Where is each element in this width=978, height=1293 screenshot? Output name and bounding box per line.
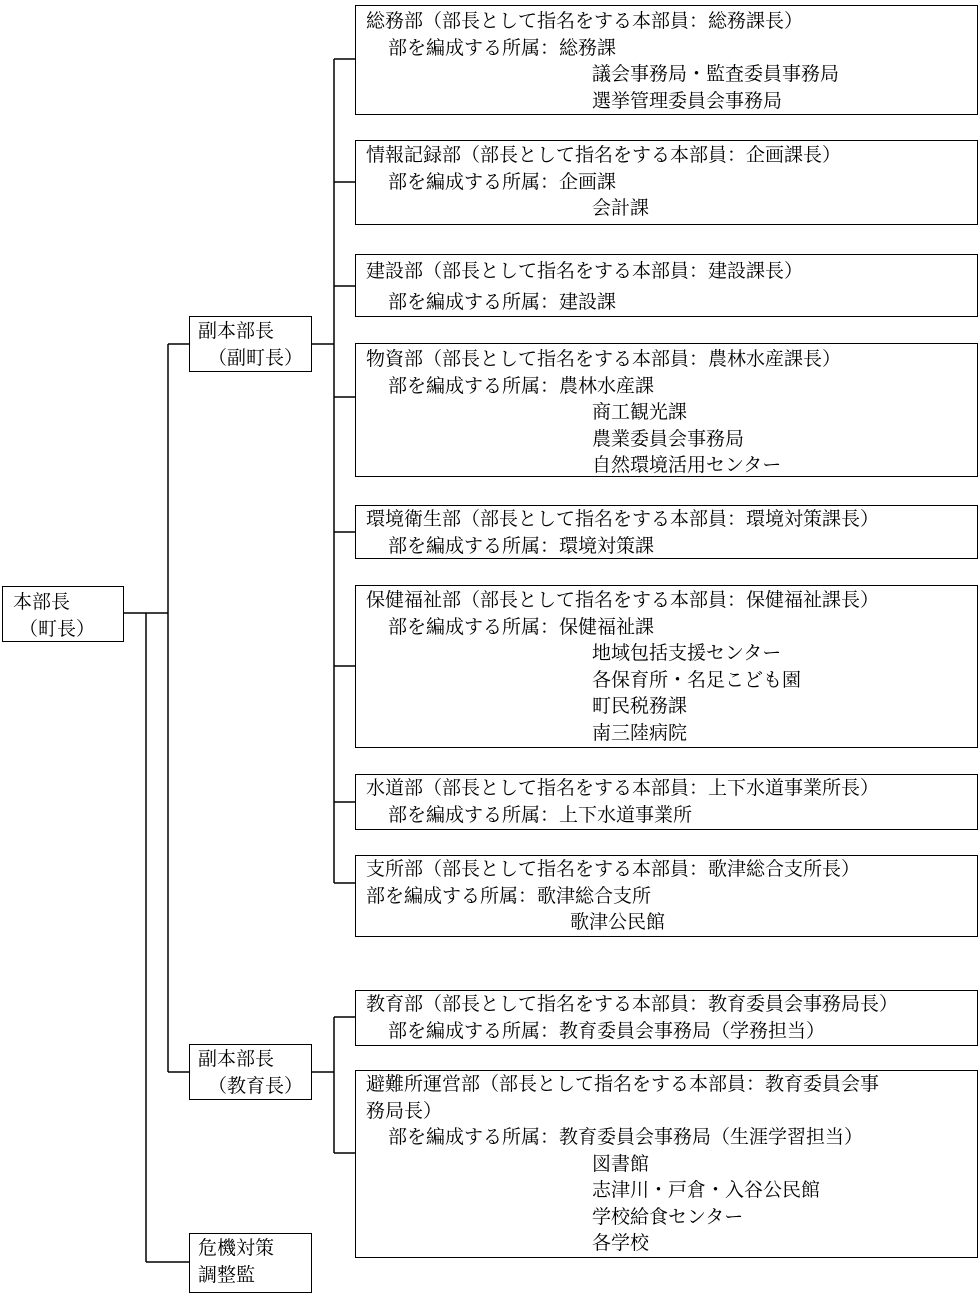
dept-hoken [355, 585, 978, 748]
dept-header: 物資部（部長として指名をする本部員：農林水産課長） [366, 348, 842, 370]
dept-kyouiku [355, 990, 978, 1046]
dept-member: 農業委員会事務局 [592, 427, 745, 450]
dept-member: 会計課 [592, 197, 650, 219]
dept-label: 部を編成する所属： [366, 884, 538, 907]
dept-member: 歌津公民館 [570, 911, 666, 933]
head-sub: （町長） [19, 617, 96, 640]
dept-member: 町民税務課 [592, 695, 688, 717]
crisis-line2: 調整監 [198, 1263, 256, 1286]
dept-label: 部を編成する所属： [388, 1019, 560, 1042]
dept-header-cont: 務局長） [366, 1099, 443, 1122]
dept-member: 商工観光課 [592, 401, 688, 423]
vice2-sub: （教育長） [208, 1074, 304, 1097]
dept-jouhou [355, 140, 978, 225]
dept-kensetsu [355, 254, 978, 317]
dept-suidou [355, 774, 978, 830]
dept-member: 志津川・戸倉・入谷公民館 [592, 1179, 821, 1201]
vice2-title: 副本部長 [198, 1048, 275, 1070]
vice1-title: 副本部長 [198, 320, 275, 342]
head-title: 本部長 [13, 591, 71, 613]
dept-member: 教育委員会事務局（生涯学習担当） [559, 1126, 864, 1148]
dept-header: 教育部（部長として指名をする本部員：教育委員会事務局長） [366, 993, 899, 1015]
dept-header: 水道部（部長として指名をする本部員：上下水道事業所長） [366, 777, 880, 799]
dept-member: 学校給食センター [592, 1205, 744, 1228]
dept-label: 部を編成する所属： [388, 374, 560, 397]
dept-member: 南三陸病院 [592, 721, 688, 744]
vice1-sub: （副町長） [208, 346, 304, 369]
dept-member: 自然環境活用センター [592, 454, 782, 476]
dept-kankyou [355, 505, 978, 559]
dept-member: 上下水道事業所 [559, 803, 693, 826]
dept-member: 図書館 [592, 1152, 650, 1175]
dept-member: 各保育所・名足こども園 [592, 668, 802, 691]
dept-header: 保健福祉部（部長として指名をする本部員：保健福祉課長） [366, 589, 880, 611]
dept-member: 保健福祉課 [559, 615, 655, 638]
dept-header: 建設部（部長として指名をする本部員：建設課長） [366, 260, 804, 282]
crisis-line1: 危機対策 [198, 1237, 275, 1259]
dept-label: 部を編成する所属： [388, 1126, 560, 1148]
crisis-box [189, 1233, 312, 1293]
dept-member: 選挙管理委員会事務局 [592, 89, 783, 112]
vice1-box [189, 316, 312, 372]
dept-member: 企画課 [559, 170, 617, 193]
dept-member: 歌津総合支所 [537, 884, 652, 907]
dept-member: 各学校 [592, 1232, 650, 1254]
dept-header: 避難所運営部（部長として指名をする本部員：教育委員会事 [366, 1073, 880, 1095]
dept-hinanjo [355, 1070, 978, 1258]
dept-shisho [355, 855, 978, 937]
vice2-box [189, 1044, 312, 1100]
dept-member: 総務課 [559, 36, 617, 59]
dept-label: 部を編成する所属： [388, 803, 560, 826]
dept-soumu [355, 5, 978, 115]
dept-header: 総務部（部長として指名をする本部員：総務課長） [366, 10, 804, 32]
dept-header: 情報記録部（部長として指名をする本部員：企画課長） [366, 144, 842, 166]
dept-label: 部を編成する所属： [388, 36, 560, 59]
dept-label: 部を編成する所属： [388, 615, 560, 638]
dept-member: 農林水産課 [559, 374, 655, 397]
dept-member: 環境対策課 [559, 534, 655, 557]
dept-label: 部を編成する所属： [388, 170, 560, 193]
dept-header: 支所部（部長として指名をする本部員：歌津総合支所長） [366, 858, 861, 880]
dept-member: 議会事務局・監査委員事務局 [592, 63, 840, 85]
dept-label: 部を編成する所属： [388, 290, 560, 313]
dept-label: 部を編成する所属： [388, 534, 560, 557]
head-box [2, 586, 124, 642]
dept-member: 教育委員会事務局（学務担当） [559, 1019, 826, 1042]
dept-member: 建設課 [559, 290, 617, 313]
dept-busshi [355, 343, 978, 477]
dept-header: 環境衛生部（部長として指名をする本部員：環境対策課長） [366, 508, 880, 530]
dept-member: 地域包括支援センター [592, 642, 782, 664]
